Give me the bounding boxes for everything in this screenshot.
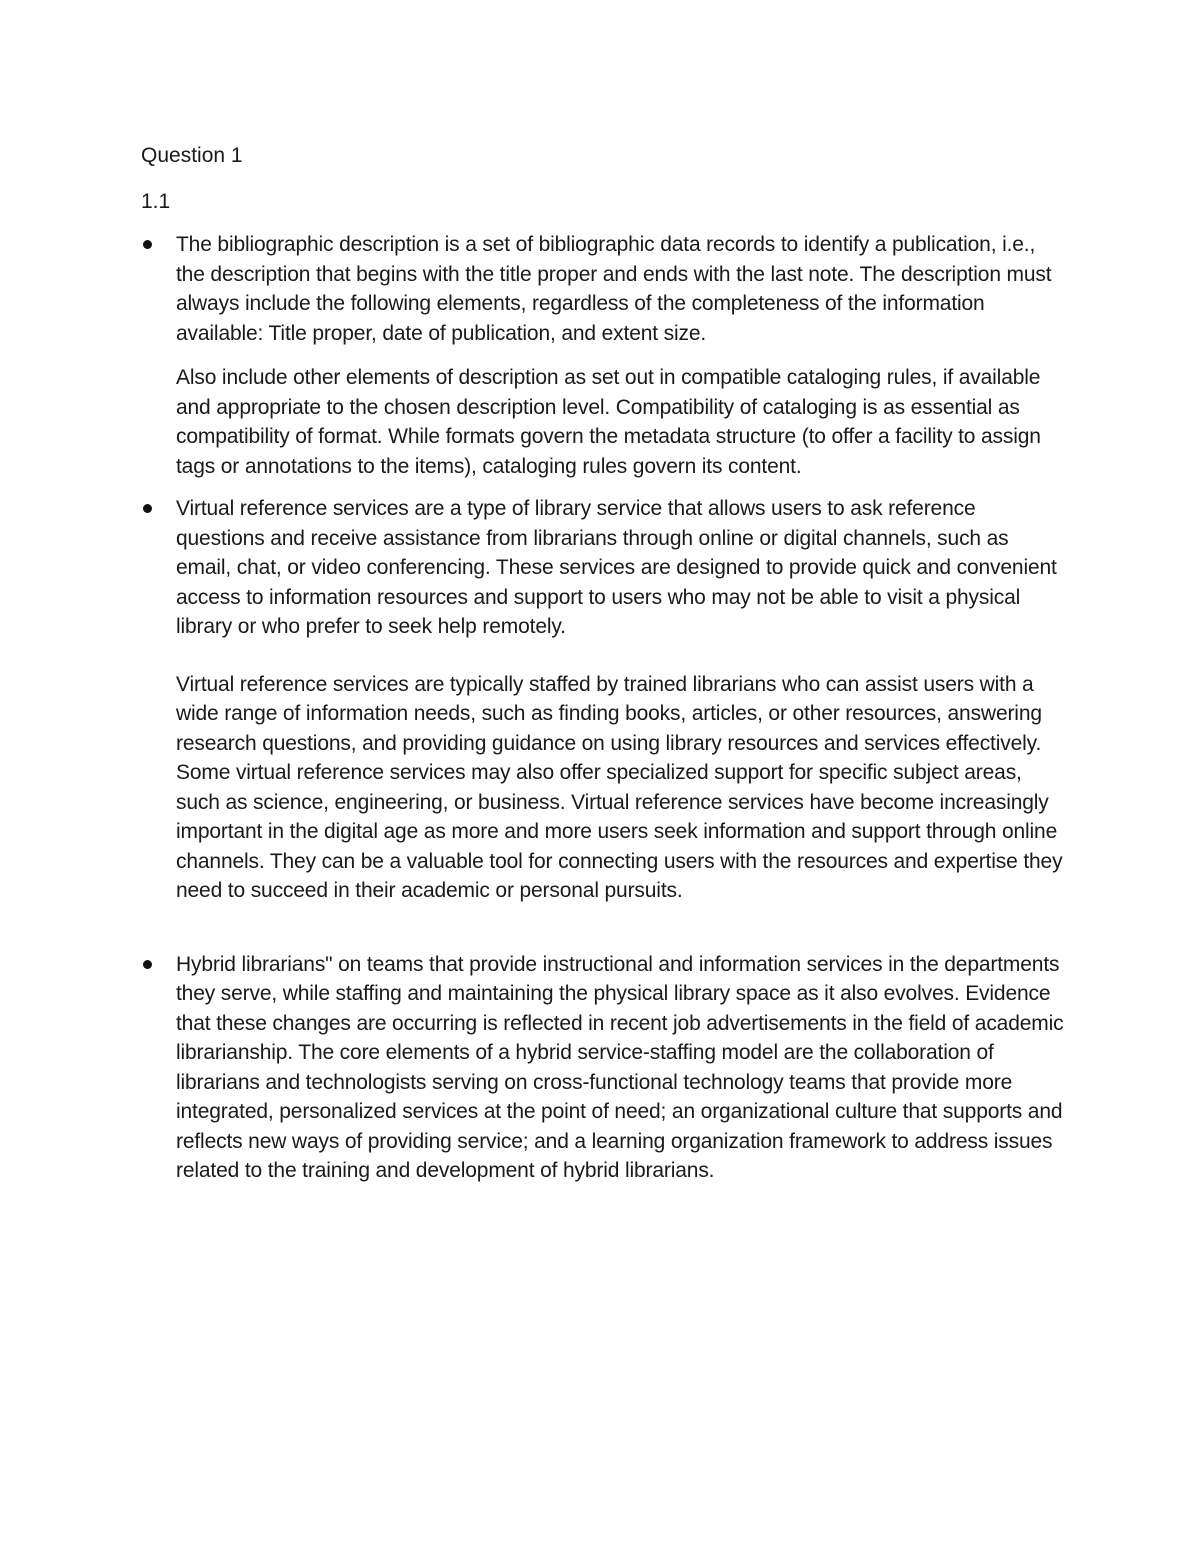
answer-bullet-list — [176, 230, 1066, 1199]
bullet-item-hybrid-librarians — [176, 950, 1066, 1186]
paragraph: The bibliographic description is a set of bibliographic data records to identify a publication, i.e., the description that begins with the title proper and ends with the last note. The description must always include the following elements, regardless of the completeness of the information available: Title proper, date of publication, and extent size. — [176, 233, 1052, 345]
bullet-item-bibliographic-description — [176, 230, 1066, 481]
paragraph: Hybrid librarians" on teams that provide instructional and information services in the departments they serve, while staffing and maintaining the physical library space as it also evolves. Evidence that these changes are occurring is reflected in recent job advertisements in the field of academic librarianship. The core elements of a hybrid service-staffing model are the collaboration of librarians and technologists serving on cross-functional technology teams that provide more integrated, personalized services at the point of need; an organizational culture that supports and reflects new ways of providing service; and a learning organization framework to address issues related to the training and development of hybrid librarians. — [176, 952, 1064, 1182]
paragraph: Virtual reference services are a type of library service that allows users to ask reference questions and receive assistance from librarians through online or digital channels, such as email, chat, or video conferencing. These services are designed to provide quick and convenient access to information resources and support to users who may not be able to visit a physical library or who prefer to seek help remotely. — [176, 497, 1057, 638]
bullet-icon — [143, 504, 152, 513]
paragraph: Also include other elements of description as set out in compatible cataloging rules, if available and appropriate to the chosen description level. Compatibility of cataloging is as essential as compatibility of format. While formats govern the metadata structure (to offer a facility to assign tags or annotations to the items), cataloging rules govern its content. — [176, 366, 1041, 478]
bullet-icon — [143, 960, 152, 969]
section-number: 1.1 — [141, 190, 171, 213]
question-title: Question 1 — [141, 144, 243, 167]
bullet-item-virtual-reference-services — [176, 494, 1066, 906]
bullet-icon — [143, 240, 152, 249]
paragraph: Virtual reference services are typically staffed by trained librarians who can assist users with a wide range of information needs, such as finding books, articles, or other resources, answering research questions, and providing guidance on using library resources and services effectively. Some virtual reference services may also offer specialized support for specific subject areas, such as science, engineering, or business. Virtual reference services have become increasingly important in the digital age as more and more users seek information and support through online channels. They can be a valuable tool for connecting users with the resources and expertise they need to succeed in their academic or personal pursuits. — [176, 672, 1063, 902]
